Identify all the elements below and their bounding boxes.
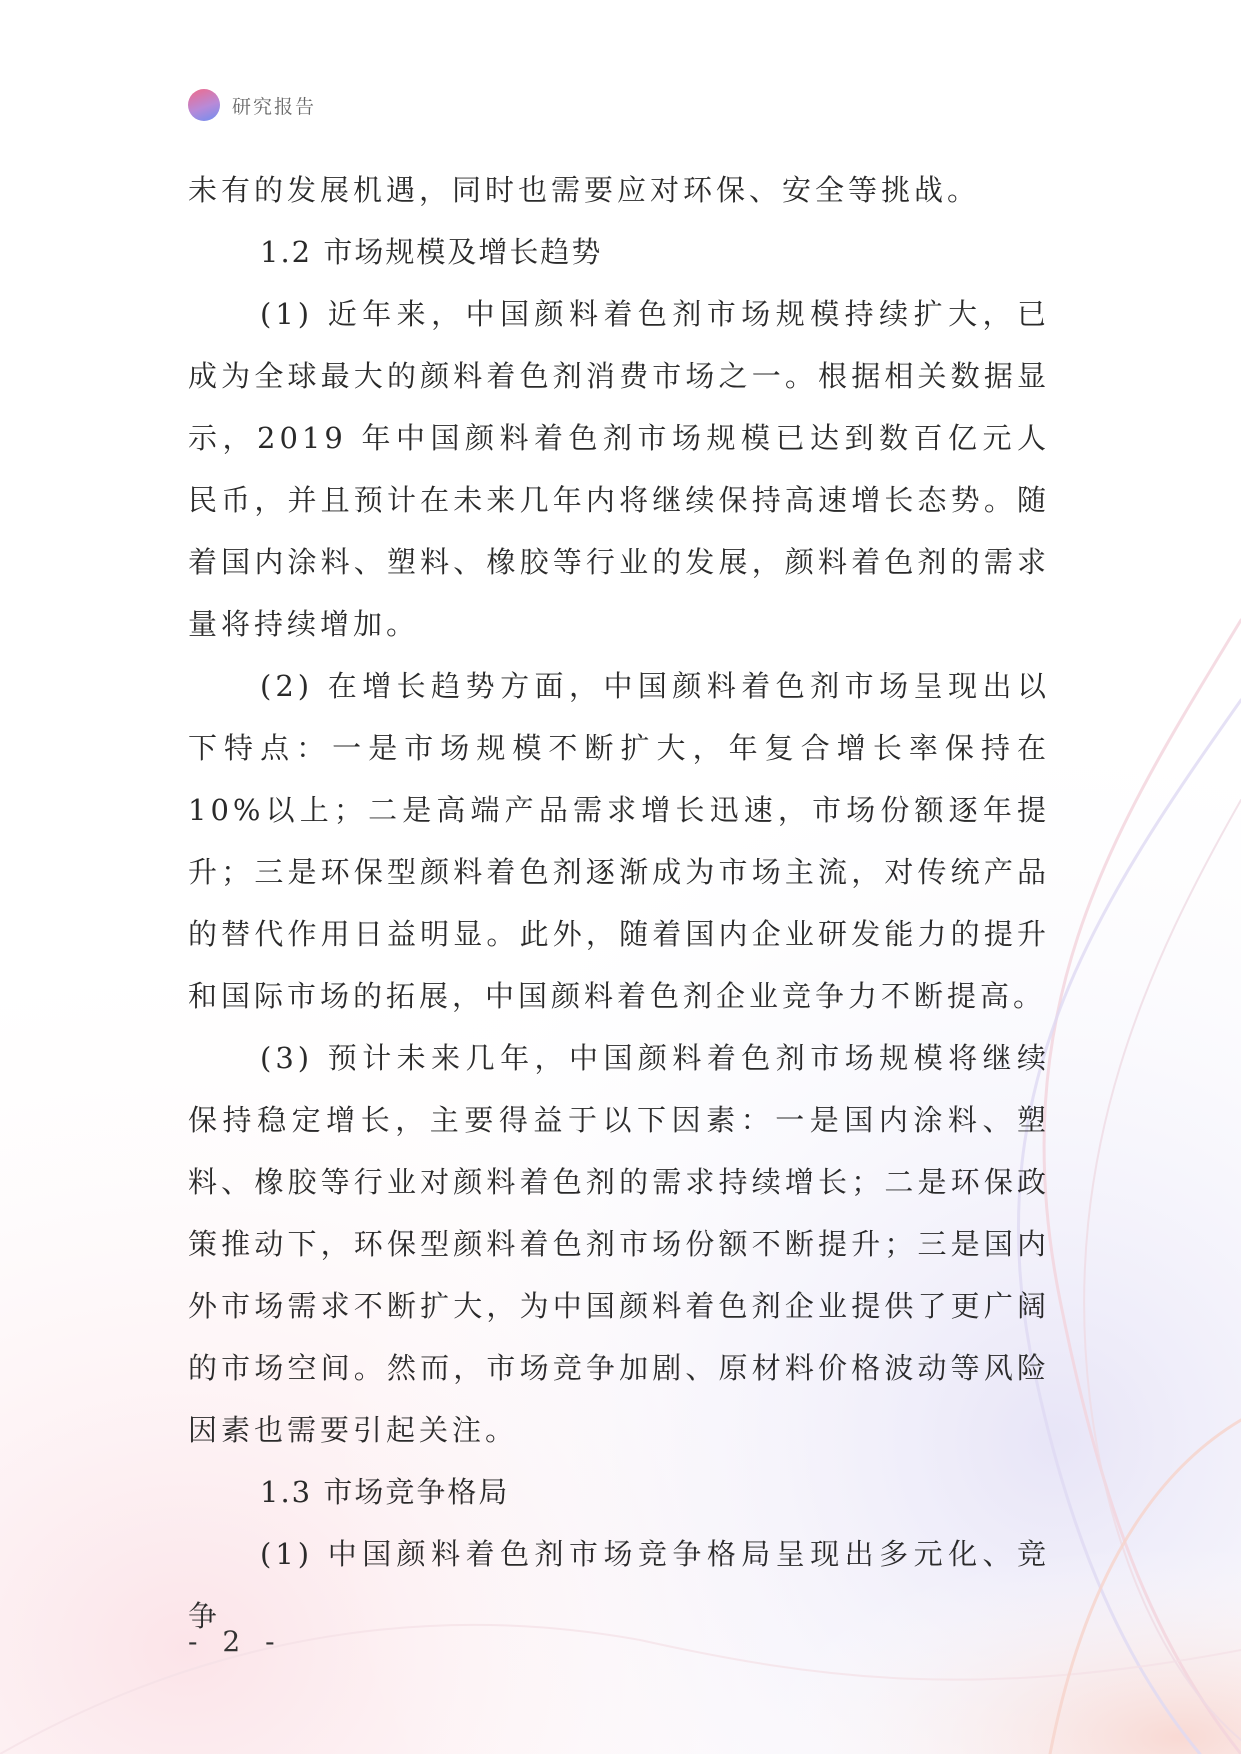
paragraph-4: (1) 中国颜料着色剂市场竞争格局呈现出多元化、竞争 — [188, 1537, 1050, 1633]
header-title: 研究报告 — [232, 95, 317, 118]
logo-circle-icon — [188, 89, 220, 121]
section-heading-1-2: 1.2 市场规模及增长趋势 — [260, 235, 603, 269]
page-number: - 2 - — [188, 1625, 283, 1658]
report-header — [188, 88, 316, 122]
document-body — [188, 159, 1050, 1647]
paragraph-2: (2) 在增长趋势方面，中国颜料着色剂市场呈现出以下特点：一是市场规模不断扩大，年复合增长率保持在 10%以上；二是高端产品需求增长迅速，市场份额逐年提升；三是环保型颜料着色剂逐渐成为市场主流，对传统产品的替代作用日益明显。此外，随着国内企业研发能力的提升和国际市场的拓展，中国颜料着色剂企业竞争力不断提高。 — [188, 669, 1050, 1013]
paragraph-1: (1) 近年来，中国颜料着色剂市场规模持续扩大，已成为全球最大的颜料着色剂消费市场之一。根据相关数据显示，2019 年中国颜料着色剂市场规模已达到数百亿元人民币，并且预计在未来几年内将继续保持高速增长态势。随着国内涂料、塑料、橡胶等行业的发展，颜料着色剂的需求量将持续增加。 — [188, 297, 1050, 641]
paragraph-3: (3) 预计未来几年，中国颜料着色剂市场规模将继续保持稳定增长，主要得益于以下因素：一是国内涂料、塑料、橡胶等行业对颜料着色剂的需求持续增长；二是环保政策推动下，环保型颜料着色剂市场份额不断提升；三是国内外市场需求不断扩大，为中国颜料着色剂企业提供了更广阔的市场空间。然而，市场竞争加剧、原材料价格波动等风险因素也需要引起关注。 — [188, 1041, 1050, 1447]
paragraph-continued: 未有的发展机遇，同时也需要应对环保、安全等挑战。 — [188, 173, 981, 207]
section-heading-1-3: 1.3 市场竞争格局 — [260, 1475, 510, 1509]
